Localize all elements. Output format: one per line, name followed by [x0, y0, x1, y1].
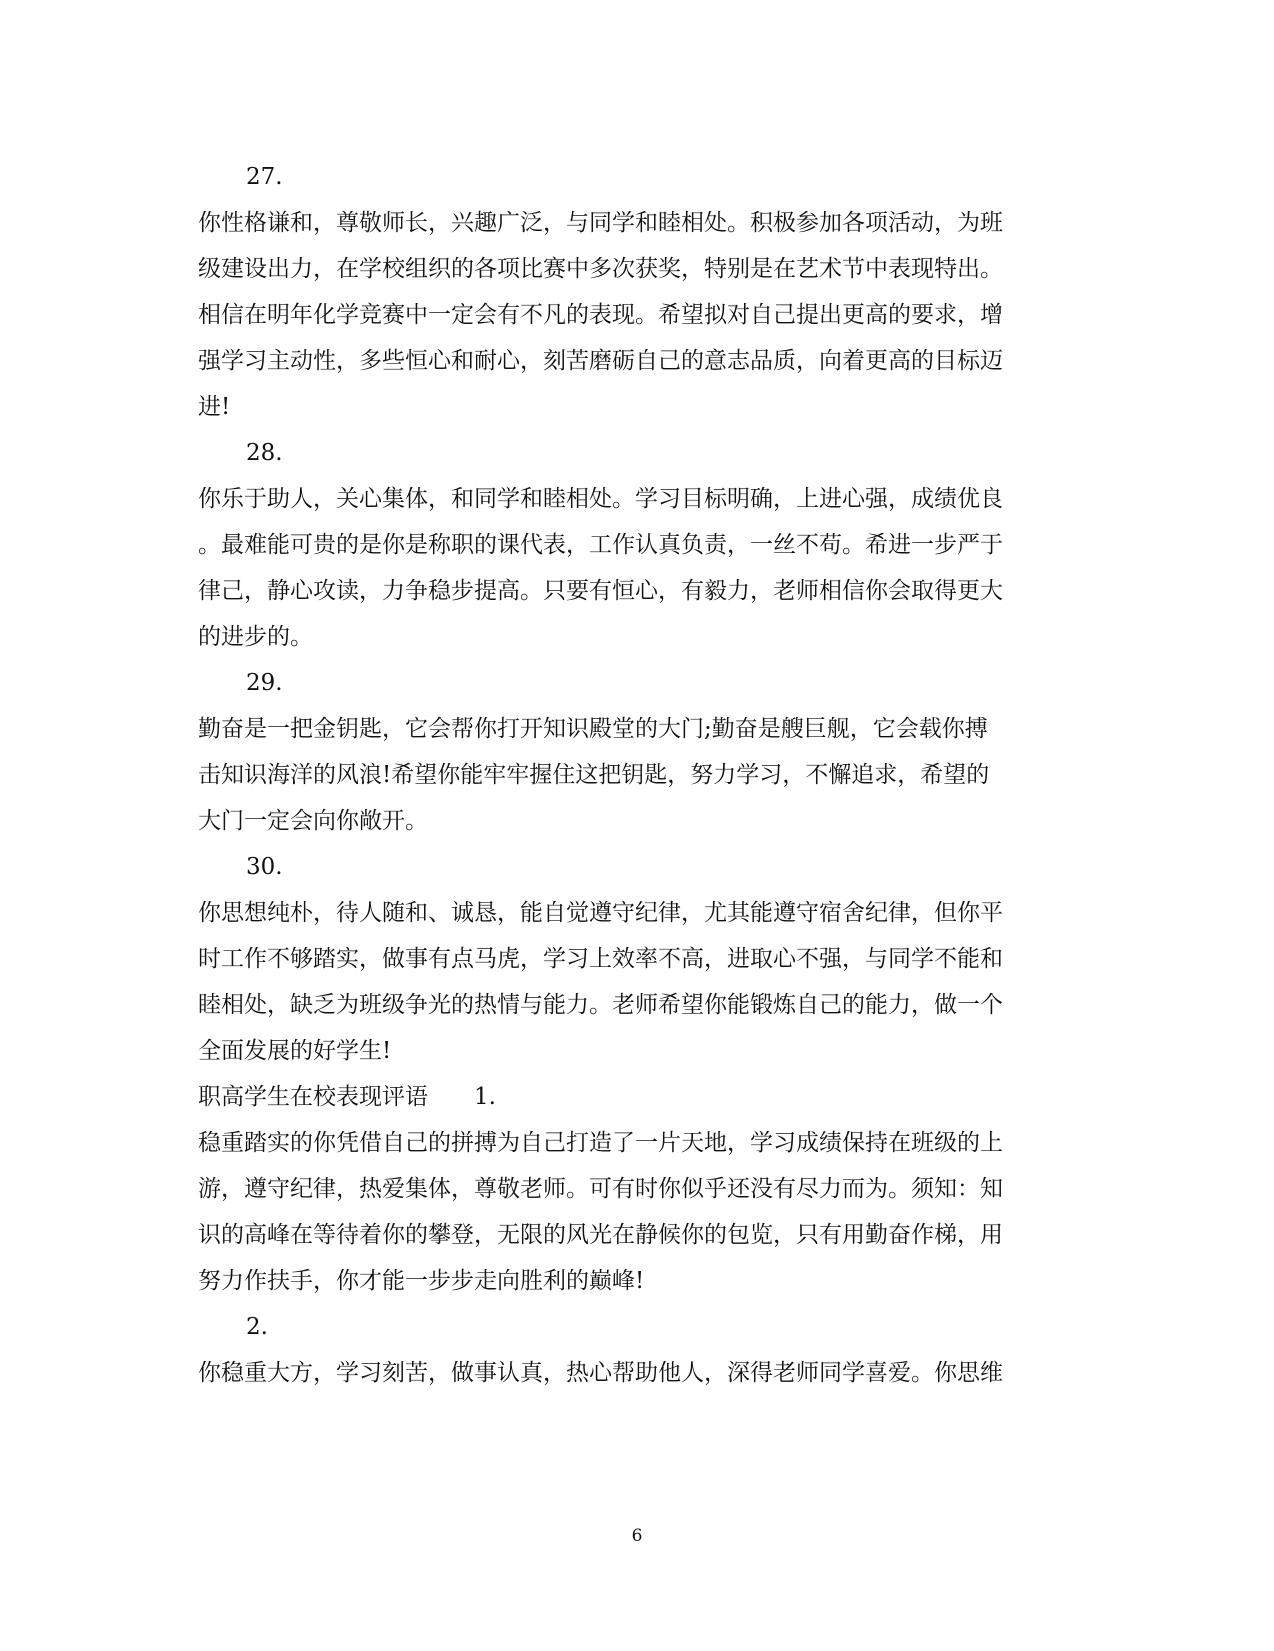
paragraph-line: 律己，静心攻读，力争稳步提高。只要有恒心，有毅力，老师相信你会取得更大: [198, 578, 1003, 604]
item-number: 27.: [246, 164, 283, 190]
item-number: 2.: [246, 1314, 268, 1340]
paragraph-line: 你思想纯朴，待人随和、诚恳，能自觉遵守纪律，尤其能遵守宿舍纪律，但你平: [198, 900, 1003, 926]
item-number: 29.: [246, 670, 283, 696]
paragraph-line: 稳重踏实的你凭借自己的拼搏为自己打造了一片天地，学习成绩保持在班级的上: [198, 1130, 1003, 1156]
paragraph-line: 全面发展的好学生!: [198, 1038, 392, 1064]
paragraph-line: 。最难能可贵的是你是称职的课代表，工作认真负责，一丝不苟。希进一步严于: [198, 532, 1003, 558]
paragraph-line: 你稳重大方，学习刻苦，做事认真，热心帮助他人，深得老师同学喜爱。你思维: [198, 1360, 1003, 1386]
paragraph-line: 大门一定会向你敞开。: [198, 808, 428, 834]
paragraph-line: 努力作扶手，你才能一步步走向胜利的巅峰!: [198, 1268, 645, 1294]
paragraph-line: 强学习主动性，多些恒心和耐心，刻苦磨砺自己的意志品质，向着更高的目标迈: [198, 348, 1003, 374]
paragraph-line: 睦相处，缺乏为班级争光的热情与能力。老师希望你能锻炼自己的能力，做一个: [198, 992, 1003, 1018]
paragraph-line: 识的高峰在等待着你的攀登，无限的风光在静候你的包览，只有用勤奋作梯，用: [198, 1222, 1003, 1248]
paragraph-line: 的进步的。: [198, 624, 313, 650]
paragraph-line: 游，遵守纪律，热爱集体，尊敬老师。可有时你似乎还没有尽力而为。须知：知: [198, 1176, 1003, 1202]
paragraph-line: 时工作不够踏实，做事有点马虎，学习上效率不高，进取心不强，与同学不能和: [198, 946, 1003, 972]
item-number: 30.: [246, 854, 283, 880]
paragraph-line: 击知识海洋的风浪!希望你能牢牢握住这把钥匙，努力学习，不懈追求，希望的: [198, 762, 990, 788]
page-number: 6: [631, 1526, 643, 1546]
paragraph-line: 相信在明年化学竞赛中一定会有不凡的表现。希望拟对自己提出更高的要求，增: [198, 302, 1003, 328]
section-heading: [198, 1082, 496, 1112]
paragraph-line: 进!: [198, 394, 231, 420]
section-heading-text: 职高学生在校表现评语: [198, 1084, 428, 1110]
item-number: 28.: [246, 440, 283, 466]
paragraph-line: 你性格谦和，尊敬师长，兴趣广泛，与同学和睦相处。积极参加各项活动，为班: [198, 210, 1003, 236]
section-heading-number: 1.: [474, 1084, 496, 1110]
paragraph-line: 你乐于助人，关心集体，和同学和睦相处。学习目标明确，上进心强，成绩优良: [198, 486, 1003, 512]
paragraph-line: 级建设出力，在学校组织的各项比赛中多次获奖，特别是在艺术节中表现特出。: [198, 256, 1003, 282]
paragraph-line: 勤奋是一把金钥匙，它会帮你打开知识殿堂的大门;勤奋是艘巨舰，它会载你搏: [198, 716, 988, 742]
